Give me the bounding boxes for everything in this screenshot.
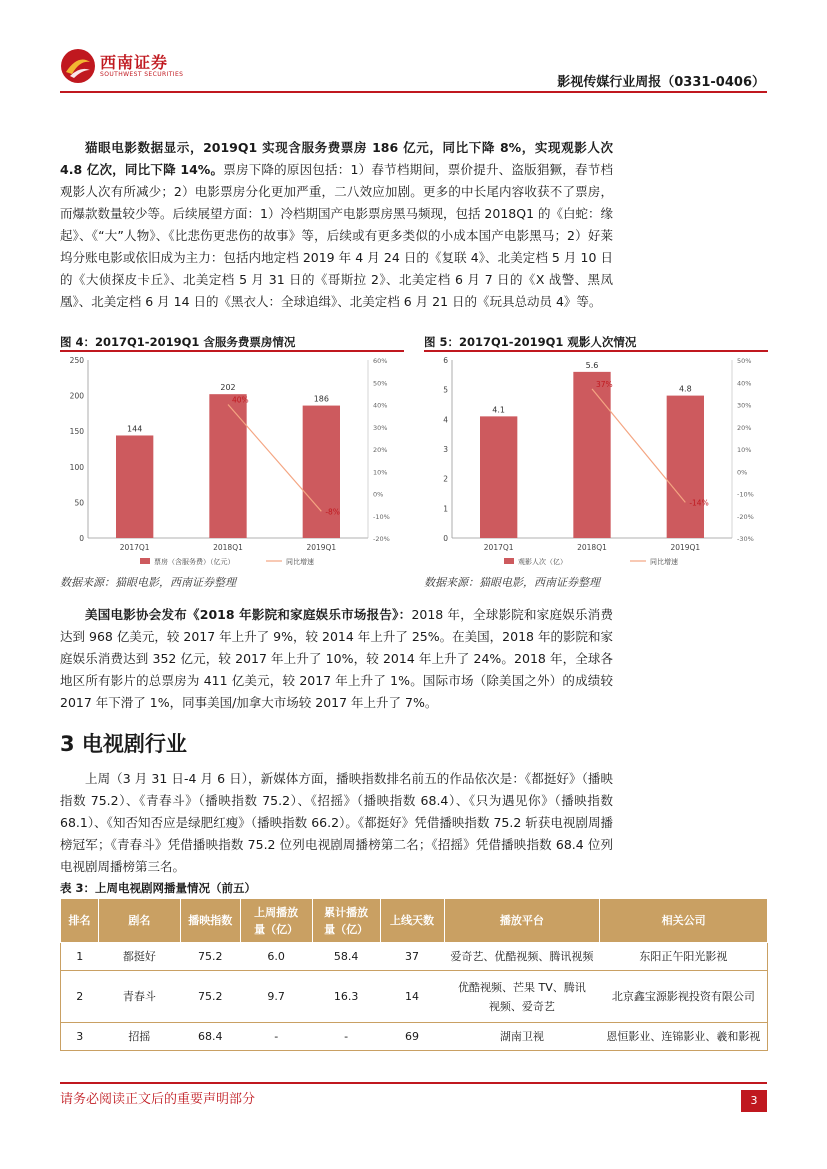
cell-company: 恩恒影业、连锦影业、羲和影视: [600, 1023, 768, 1051]
cell-rank: 1: [61, 943, 99, 971]
table-header-row: [61, 899, 768, 943]
col-header-rank: 排名: [61, 899, 99, 943]
cell-index: 68.4: [180, 1023, 240, 1051]
y-tick-label: 2: [443, 474, 448, 484]
y-tick-label: 4: [443, 415, 448, 425]
bar: [209, 394, 246, 538]
legend-label-bar: 观影人次（亿）: [518, 558, 567, 566]
section-heading: 3 电视剧行业: [60, 732, 187, 756]
legend-swatch-bar: [504, 558, 514, 564]
cell-weekly-views: -: [240, 1023, 312, 1051]
header-divider: [60, 91, 767, 93]
growth-label: 37%: [596, 379, 613, 389]
y2-tick-label: 0%: [737, 468, 748, 477]
figure-4-source: 数据来源：猫眼电影，西南证券整理: [60, 576, 236, 589]
figure-4-title: 图 4：2017Q1-2019Q1 含服务费票房情况: [60, 335, 296, 349]
cell-company: 北京鑫宝源影视投资有限公司: [600, 971, 768, 1023]
footer-divider: [60, 1082, 767, 1084]
bar-value-label: 4.1: [492, 405, 506, 415]
y-tick-label: 1: [443, 504, 448, 514]
logo-emblem-icon: [60, 48, 96, 84]
logo-name-cn: 西南证券: [100, 53, 169, 72]
cell-rank: 3: [61, 1023, 99, 1051]
y2-tick-label: 30%: [737, 401, 752, 410]
bar: [303, 406, 340, 538]
paragraph-box-office-body: 票房下降的原因包括：1）春节档期间，票价提升、盗版猖獗，春节档观影人次有所减少；2）电影票房分化更加严重，二八效应加剧。更多的中长尾内容收获不了票房，而爆款数量较少等。后续展望方面：1）冷档期国产电影票房黑马频现，包括 2018Q1 的《白蛇：缘起》、《“大”人物》、《比悲伤更悲伤的故事》等，后续或有更多类似的小成本国产电影黑马；2）好莱坞分账电影或依旧成为主力：包括内地定档 2019 年 4 月 24 日的《复联 4》、北美定档 5 月 10 日的《大侦探皮卡丘》、北美定档 5 月 31 日的《哥斯拉 2》、北美定档 6 月 7 日的《X 战警、黑凤凰》、北美定档 6 月 14 日的《黑衣人：全球追缉》、北美定档 6 月 21 日的《玩具总动员 4》等。: [60, 162, 614, 309]
growth-label: -8%: [325, 507, 340, 517]
x-tick-label: 2018Q1: [213, 543, 243, 552]
growth-label: 40%: [232, 395, 249, 405]
y2-tick-label: 40%: [373, 401, 388, 410]
y2-tick-label: 40%: [737, 379, 752, 388]
table-3-title: 表 3：上周电视剧网播量情况（前五）: [60, 881, 257, 895]
col-header-weekly-views: 上周播放量（亿）: [240, 899, 312, 943]
disclaimer-note: 请务必阅读正文后的重要声明部分: [60, 1092, 256, 1107]
x-tick-label: 2019Q1: [670, 543, 701, 552]
y-tick-label: 50: [74, 498, 84, 508]
y2-tick-label: 50%: [737, 357, 752, 365]
cell-total-views: -: [312, 1023, 380, 1051]
bar-value-label: 5.6: [585, 360, 599, 370]
cell-weekly-views: 6.0: [240, 943, 312, 971]
page-number: 3: [741, 1090, 767, 1112]
y-tick-label: 6: [443, 356, 448, 365]
bar-value-label: 186: [313, 394, 329, 404]
bar: [480, 416, 517, 538]
col-header-total-views: 累计播放量（亿）: [312, 899, 380, 943]
col-header-index: 播映指数: [180, 899, 240, 943]
admissions-chart: [424, 352, 768, 572]
cell-company: 东阳正午阳光影视: [600, 943, 768, 971]
y2-tick-label: -20%: [737, 512, 754, 521]
y2-tick-label: 30%: [373, 423, 388, 432]
col-header-platform: 播放平台: [444, 899, 600, 943]
bar-value-label: 4.8: [678, 384, 692, 394]
cell-days: 37: [380, 943, 444, 971]
cell-index: 75.2: [180, 971, 240, 1023]
paragraph-box-office: [60, 137, 613, 313]
y2-tick-label: -10%: [373, 512, 390, 521]
legend-label-line: 同比增速: [286, 558, 314, 566]
paragraph-tv-ratings: 上周（3 月 31 日-4 月 6 日），新媒体方面，播映指数排名前五的作品依次是：《都挺好》（播映指数 75.2）、《青春斗》（播映指数 75.2）、《招摇》（播映指数 68.4）、《只为遇见你》（播映指数 68.1）、《知否知否应是绿肥红瘦》（播映指数 66.2）。《都挺好》凭借播映指数 75.2 斩获电视剧周播榜冠军；《青春斗》凭借播映指数 75.2 位列电视剧周播榜第二名；《招摇》凭借播映指数 68.4 位列电视剧周播榜第三名。: [60, 771, 613, 874]
x-tick-label: 2017Q1: [483, 543, 514, 552]
col-header-days: 上线天数: [380, 899, 444, 943]
paragraph-box-office-lead: 猫眼电影数据显示，2019Q1 实现含服务费票房 186 亿元，同比下降 8%，实现观影人次 4.8 亿次，同比下降 14%。: [60, 140, 613, 177]
x-tick-label: 2017Q1: [119, 543, 150, 552]
x-tick-label: 2019Q1: [306, 543, 337, 552]
y-tick-label: 250: [69, 356, 84, 365]
y-tick-label: 0: [443, 534, 448, 543]
paragraph-mpaa-lead: 美国电影协会发布《2018 年影院和家庭娱乐市场报告》：: [85, 607, 412, 622]
cell-title: 都挺好: [98, 943, 180, 971]
y2-tick-label: 50%: [373, 379, 388, 388]
y-tick-label: 3: [443, 445, 448, 454]
paragraph-mpaa-body: 2018 年，全球影院和家庭娱乐消费达到 968 亿美元，较 2017 年上升了 9%，较 2014 年上升了 25%。在美国，2018 年的影院和家庭娱乐消费达到 352 亿元，较 2017 年上升了 10%，较 2014 年上升了 24%。2018 年，全球各地区所有影片的总票房为 411 亿美元，较 2017 年上升了 1%。国际市场（除美国之外）的成绩较 2017 年下滑了 1%，同事美国/加拿大市场较 2017 年上升了 7%。: [60, 607, 613, 710]
y2-tick-label: 0%: [373, 490, 384, 499]
report-title: 影视传媒行业周报（0331-0406）: [557, 75, 765, 90]
legend-label-line: 同比增速: [650, 558, 678, 566]
cell-title: 青春斗: [98, 971, 180, 1023]
growth-label: -14%: [689, 498, 709, 508]
table-row: [61, 1023, 768, 1051]
figure-5-source: 数据来源：猫眼电影，西南证券整理: [424, 576, 600, 589]
cell-days: 14: [380, 971, 444, 1023]
tv-ratings-table: [60, 898, 768, 1051]
y2-tick-label: 10%: [737, 446, 752, 454]
col-header-company: 相关公司: [600, 899, 768, 943]
cell-total-views: 58.4: [312, 943, 380, 971]
cell-platform: 湖南卫视: [444, 1023, 600, 1051]
cell-index: 75.2: [180, 943, 240, 971]
legend-swatch-bar: [140, 558, 150, 564]
cell-days: 69: [380, 1023, 444, 1051]
bar-value-label: 202: [220, 383, 236, 393]
cell-platform: 优酷视频、芒果 TV、腾讯视频、爱奇艺: [444, 971, 600, 1023]
col-header-title: 剧名: [98, 899, 180, 943]
x-tick-label: 2018Q1: [577, 543, 607, 552]
bar: [573, 372, 610, 538]
cell-total-views: 16.3: [312, 971, 380, 1023]
cell-title: 招摇: [98, 1023, 180, 1051]
paragraph-mpaa: [60, 604, 613, 714]
y2-tick-label: -30%: [737, 535, 754, 543]
y-tick-label: 200: [69, 391, 84, 401]
y-tick-label: 5: [443, 385, 448, 395]
figure-5-title: 图 5：2017Q1-2019Q1 观影人次情况: [424, 335, 637, 349]
table-row: [61, 943, 768, 971]
cell-weekly-views: 9.7: [240, 971, 312, 1023]
y2-tick-label: 20%: [737, 423, 752, 432]
y2-tick-label: 10%: [373, 468, 388, 477]
y-tick-label: 150: [69, 427, 84, 437]
bar: [116, 435, 153, 538]
brand-logo: [60, 46, 200, 88]
cell-platform: 爱奇艺、优酷视频、腾讯视频: [444, 943, 600, 971]
logo-name-en: SOUTHWEST SECURITIES: [100, 71, 184, 78]
y-tick-label: 100: [69, 462, 84, 472]
table-row: [61, 971, 768, 1023]
box-office-chart: [60, 352, 404, 572]
y2-tick-label: -10%: [737, 490, 754, 499]
cell-rank: 2: [61, 971, 99, 1023]
y2-tick-label: 20%: [373, 446, 388, 454]
bar-value-label: 144: [127, 424, 143, 434]
y2-tick-label: 60%: [373, 357, 388, 365]
y2-tick-label: -20%: [373, 535, 390, 543]
legend-label-bar: 票房（含服务费）（亿元）: [154, 558, 235, 566]
y-tick-label: 0: [79, 534, 84, 543]
bar: [667, 396, 704, 538]
